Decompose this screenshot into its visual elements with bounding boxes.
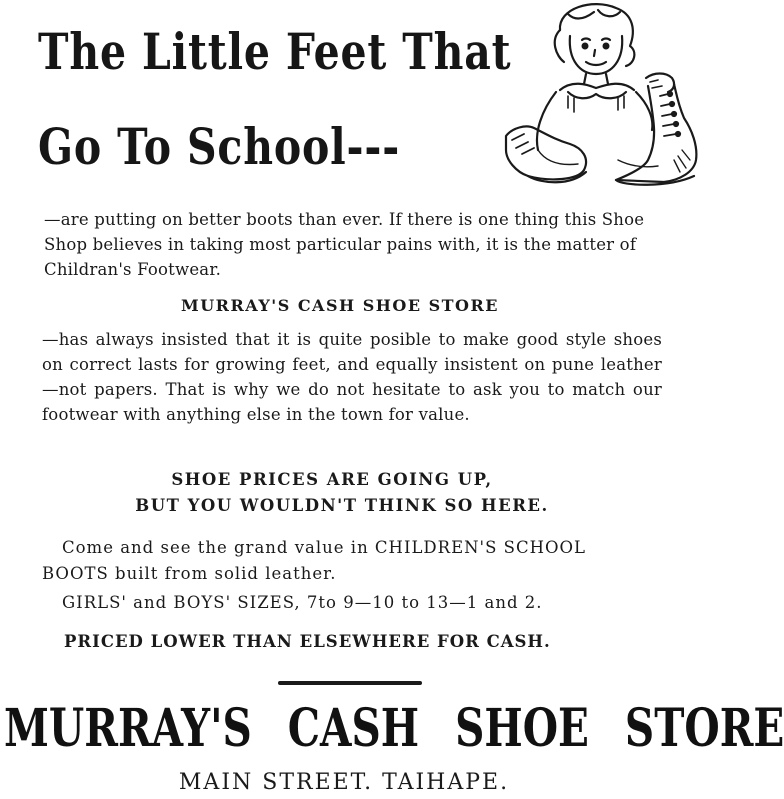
store-address: MAIN STREET. TAIHAPE. xyxy=(178,770,510,795)
divider-rule xyxy=(278,681,422,685)
come-line-1: Come and see the grand value in CHILDREN'S SCHOOL xyxy=(62,538,586,557)
girl-with-boot-illustration xyxy=(498,0,698,195)
store-heading: MURRAY'S CASH SHOE STORE xyxy=(181,296,499,315)
come-line-2: BOOTS built from solid leather. xyxy=(42,564,337,583)
sizes-line: GIRLS' and BOYS' SIZES, 7to 9—10 to 13—1 and 2. xyxy=(62,593,543,612)
prices-line-2: BUT YOU WOULDN'T THINK SO HERE. xyxy=(135,496,549,515)
priced-line: PRICED LOWER THAN ELSEWHERE FOR CASH. xyxy=(64,632,551,651)
headline-line-1: The Little Feet That xyxy=(38,22,512,81)
intro-paragraph: —are putting on better boots than ever. If there is one thing this Shoe Shop believes in taking most particular pains with, it is the matter of Childran's Footwear. xyxy=(44,210,645,279)
prices-line-1: SHOE PRICES ARE GOING UP, xyxy=(171,470,493,489)
headline-line-2: Go To School--- xyxy=(38,117,401,176)
store-banner: MURRAY'S CASH SHOE STORE xyxy=(4,698,784,759)
body-paragraph: —has always insisted that it is quite posible to make good style shoes on correct lasts for growing feet, and equally insistent on pune leather—not papers. That is why we do not hesitate to ask you to match our footwear with anything else in the town for value. xyxy=(42,330,662,424)
